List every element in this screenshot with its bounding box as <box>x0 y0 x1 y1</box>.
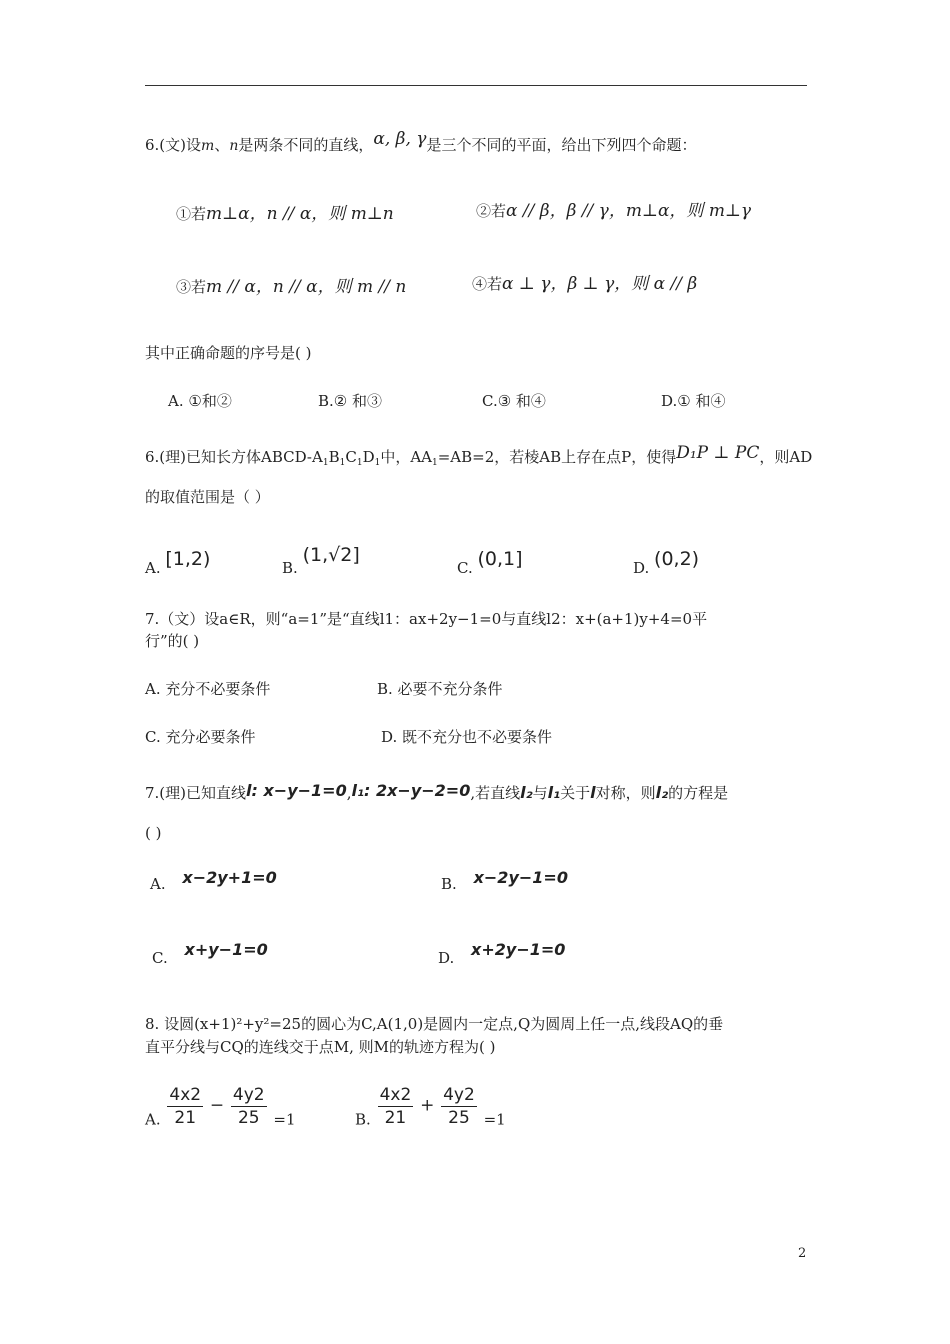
q8-option-a-den-2: 25 <box>237 1108 260 1128</box>
q7l-option-c-letter: C. <box>152 949 168 967</box>
q8-option-a-eq: =1 <box>273 1110 296 1129</box>
q6l-sub-1: 1 <box>322 458 329 468</box>
q6w-option-b: B.② 和③ <box>318 392 383 410</box>
q7l-mid2: 关于 <box>560 784 591 802</box>
q8-option-a-frac-1 <box>167 1084 203 1129</box>
q6w-stem <box>145 129 697 157</box>
q6l-mid2: =AB=2，若棱AB上存在点P，使得 <box>437 448 677 466</box>
q7l-l2: l₂ <box>520 783 533 802</box>
q8-option-b-frac-1 <box>378 1084 414 1129</box>
q7l-option-d-value: x+2y−1=0 <box>471 940 566 959</box>
q7l-line-l: l: x−y−1=0 <box>246 781 347 800</box>
q6l-line2: 的取值范围是（ ） <box>145 488 270 506</box>
q7l-option-c-value: x+y−1=0 <box>184 940 268 959</box>
q7l-line-l1: l₁: 2x−y−2=0 <box>351 781 471 800</box>
q8-option-a-num-2: 4y2 <box>232 1085 265 1105</box>
q6w-prop-3-lead: ③若 <box>176 278 207 296</box>
q8-option-a-frac-2 <box>231 1084 267 1129</box>
q8-option-a-num-1: 4x2 <box>169 1085 202 1105</box>
q6w-prop-4-math: α ⊥ γ，β ⊥ γ，则 α // β <box>502 274 698 294</box>
q6w-option-c: C.③ 和④ <box>482 392 546 410</box>
q8-option-b-den-2: 25 <box>448 1108 470 1128</box>
q7l-option-a-value: x−2y+1=0 <box>182 868 277 887</box>
q6l-mid: 中，AA <box>380 448 432 466</box>
q6l-c: C <box>345 448 357 466</box>
q6l-option-d <box>633 548 700 579</box>
header-rule <box>145 85 807 86</box>
q7w-option-b: B. 必要不充分条件 <box>377 680 503 698</box>
q6l-option-d-value: (0,2) <box>654 548 700 570</box>
q6w-prop-1-math: m⊥α，n // α，则 m⊥n <box>206 204 394 224</box>
q6w-prop-2 <box>476 200 751 222</box>
q7w-line1: 7.（文）设a∈R，则“a=1”是“直线l1：ax+2y−1=0与直线l2：x+(a+1)y+4=0平 <box>145 610 708 628</box>
q8-option-b <box>355 1084 506 1129</box>
q6w-prop-2-math: α // β，β // γ，m⊥α，则 m⊥γ <box>506 201 752 221</box>
q7l-post: 的方程是 <box>668 784 729 802</box>
q6w-prop-3-math: m // α，n // α，则 m // n <box>206 277 407 297</box>
q6w-ask: 其中正确命题的序号是( ) <box>145 344 312 362</box>
q8-option-b-letter: B. <box>355 1110 371 1129</box>
q6w-prop-3 <box>176 276 406 298</box>
q6w-prop-2-lead: ②若 <box>476 202 507 220</box>
q6l-sub-3: 1 <box>356 458 363 468</box>
page-number: 2 <box>798 1246 807 1261</box>
q7l-option-d-letter: D. <box>438 949 455 967</box>
q6l-option-a <box>145 548 211 579</box>
q7l-pre: 7.(理)已知直线 <box>145 784 247 802</box>
q7l-option-d <box>438 940 566 969</box>
q7l-option-b-value: x−2y−1=0 <box>473 868 568 887</box>
q6l-option-b-letter: B. <box>282 559 298 577</box>
q8-option-b-frac-2 <box>441 1084 477 1129</box>
q8-option-a-letter: A. <box>145 1110 161 1129</box>
q7l-option-c <box>152 940 268 969</box>
q8-option-b-eq: =1 <box>483 1110 506 1129</box>
q6l-option-b <box>282 544 360 579</box>
q6l-stem <box>145 443 813 474</box>
q6l-option-c-value: (0,1] <box>477 548 523 570</box>
q6l-post: ，则AD <box>759 448 813 466</box>
q6l-sub-4: 1 <box>374 458 381 468</box>
q6l-option-d-letter: D. <box>633 559 650 577</box>
q6w-stem-post: 是三个不同的平面，给出下列四个命题： <box>426 136 697 154</box>
q6l-option-b-value: (1,√2] <box>302 544 360 566</box>
q6w-n: n <box>229 138 239 154</box>
q6l-condition: D₁P ⊥ PC <box>676 443 760 463</box>
q7l-mid: ,若直线 <box>470 784 521 802</box>
q6l-option-a-value: [1,2) <box>165 548 211 570</box>
q7l-comma: , <box>346 784 352 802</box>
q7l-l2-again: l₂ <box>655 783 669 802</box>
q8-option-b-num-2: 4y2 <box>443 1085 475 1105</box>
q7l-line2: ( ) <box>145 824 162 842</box>
q6w-prop-1-lead: ①若 <box>176 205 207 223</box>
q6w-prop-4-lead: ④若 <box>472 275 503 293</box>
q6l-sub-2: 1 <box>339 458 346 468</box>
q7l-mid3: 对称，则 <box>595 784 656 802</box>
q6w-option-d: D.① 和④ <box>661 392 726 410</box>
q7l-option-b-letter: B. <box>441 875 457 893</box>
q6l-sub-5: 1 <box>432 458 438 468</box>
q8-option-b-op: + <box>420 1095 435 1116</box>
q6w-greek: α, β, γ <box>373 129 427 149</box>
q8-option-a-op: − <box>209 1095 225 1116</box>
q7l-stem <box>145 782 728 804</box>
q7w-option-a: A. 充分不必要条件 <box>145 680 271 698</box>
q6w-prop-1 <box>176 203 394 225</box>
q6l-option-a-letter: A. <box>145 559 161 577</box>
q8-line1: 8. 设圆(x+1)²+y²=25的圆心为C,A(1,0)是圆内一定点,Q为圆周上任一点,线段AQ的垂 <box>145 1015 724 1033</box>
q7l-yu: 与 <box>532 784 548 802</box>
q6l-b: B <box>328 448 340 466</box>
q7w-option-d: D. 既不充分也不必要条件 <box>381 728 553 746</box>
q6w-stem-mid: 是两条不同的直线， <box>238 136 374 154</box>
q7w-line2: 行”的( ) <box>145 632 200 650</box>
q7l-option-a-letter: A. <box>150 875 166 893</box>
q6w-sep: 、 <box>214 136 230 154</box>
q6l-option-c-letter: C. <box>457 559 473 577</box>
q8-line2: 直平分线与CQ的连线交于点M, 则M的轨迹方程为( ) <box>145 1038 496 1056</box>
q6w-stem-pre: 6.(文)设 <box>145 136 202 154</box>
q6w-m: m <box>201 138 215 154</box>
q6l-pre: 6.(理)已知长方体ABCD-A <box>145 448 323 466</box>
q6l-option-c <box>457 548 523 579</box>
q6l-d: D <box>362 448 375 466</box>
q7l-option-a <box>150 868 277 895</box>
q7l-option-b <box>441 868 568 895</box>
q7w-option-c: C. 充分必要条件 <box>145 728 256 746</box>
q6w-prop-4 <box>472 273 697 295</box>
q8-option-a <box>145 1084 296 1129</box>
q6w-option-a: A. ①和② <box>168 392 232 410</box>
q7l-l: l <box>590 783 596 802</box>
q7l-l1: l₁ <box>547 783 561 802</box>
q8-option-b-den-1: 21 <box>384 1108 407 1128</box>
q8-option-a-den-1: 21 <box>174 1108 197 1128</box>
q8-option-b-num-1: 4x2 <box>379 1085 412 1105</box>
